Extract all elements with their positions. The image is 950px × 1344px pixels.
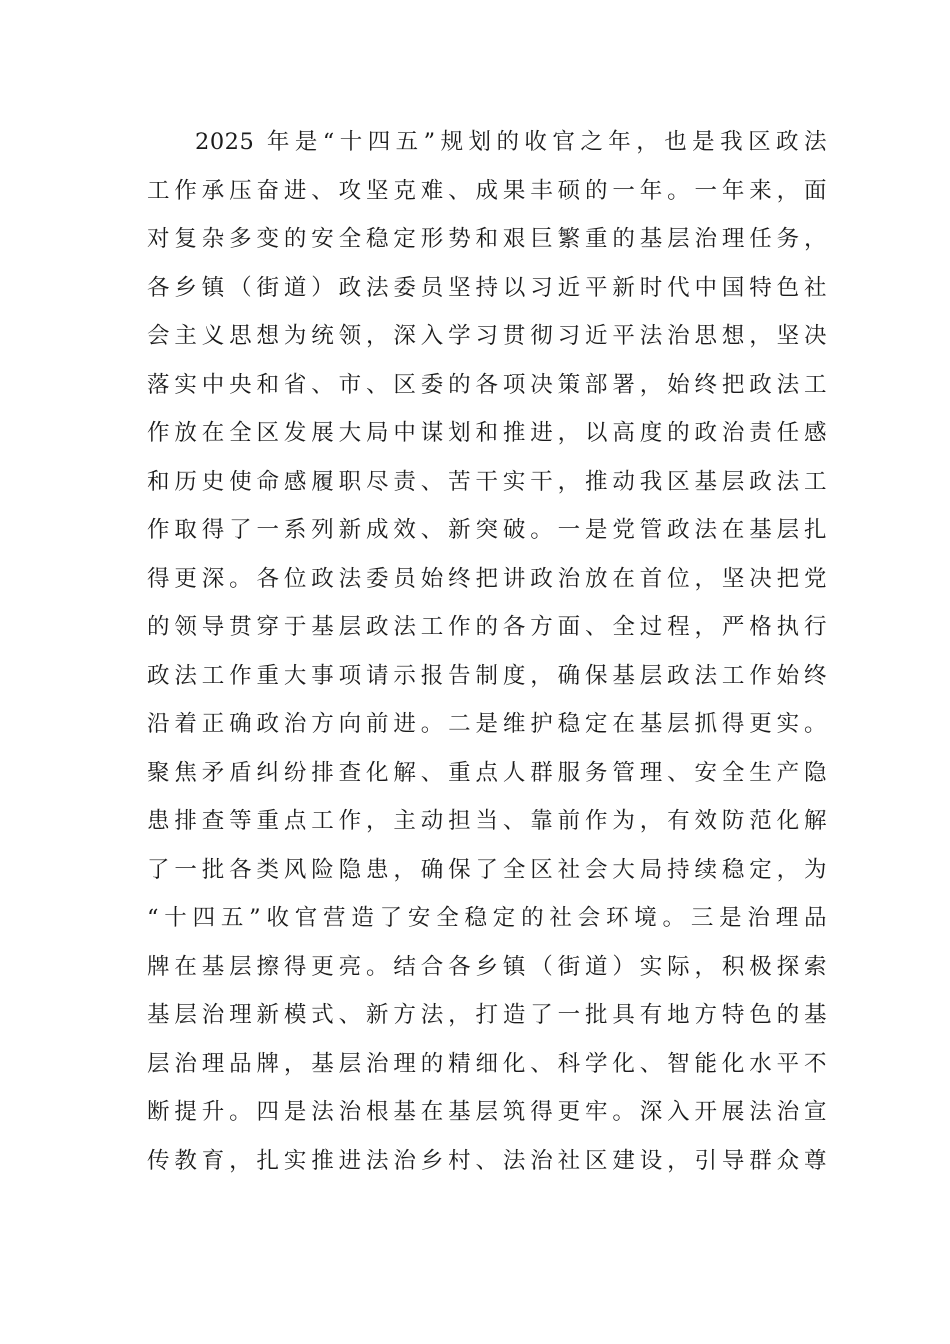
paragraph-line: 传教育，扎实推进法治乡村、法治社区建设，引导群众尊 [147, 1147, 827, 1174]
paragraph-line: 的领导贯穿于基层政法工作的各方面、全过程，严格执行 [147, 614, 827, 640]
paragraph-line: 层治理品牌，基层治理的精细化、科学化、智能化水平不 [147, 1050, 827, 1077]
paragraph-line: 政法工作重大事项请示报告制度，确保基层政法工作始终 [147, 662, 827, 689]
paragraph-line: “十四五”收官营造了安全稳定的社会环境。三是治理品 [147, 905, 827, 931]
paragraph-line: 和历史使命感履职尽责、苦干实干，推动我区基层政法工 [147, 468, 827, 495]
paragraph-line: 沿着正确政治方向前进。二是维护稳定在基层抓得更实。 [147, 711, 827, 737]
paragraph-line: 落实中央和省、市、区委的各项决策部署，始终把政法工 [147, 371, 827, 398]
paragraph-line: 患排查等重点工作，主动担当、靠前作为，有效防范化解 [147, 808, 827, 834]
paragraph-line: 断提升。四是法治根基在基层筑得更牢。深入开展法治宣 [147, 1099, 827, 1125]
paragraph-line: 对复杂多变的安全稳定形势和艰巨繁重的基层治理任务， [147, 226, 827, 252]
paragraph-line: 会主义思想为统领，深入学习贯彻习近平法治思想，坚决 [147, 323, 827, 349]
paragraph-line: 得更深。各位政法委员始终把讲政治放在首位，坚决把党 [147, 565, 827, 592]
paragraph-line: 2025 年是“十四五”规划的收官之年，也是我区政法 [195, 129, 827, 155]
paragraph-line: 作放在全区发展大局中谋划和推进，以高度的政治责任感 [147, 420, 827, 446]
body-paragraph [147, 118, 827, 1185]
paragraph-line: 牌在基层擦得更亮。结合各乡镇（街道）实际，积极探索 [147, 953, 827, 980]
paragraph-line: 工作承压奋进、攻坚克难、成果丰硕的一年。一年来，面 [147, 177, 827, 204]
paragraph-line: 了一批各类风险隐患，确保了全区社会大局持续稳定，为 [147, 856, 827, 883]
paragraph-line: 聚焦矛盾纠纷排查化解、重点人群服务管理、安全生产隐 [147, 759, 827, 786]
paragraph-line: 作取得了一系列新成效、新突破。一是党管政法在基层扎 [147, 517, 827, 543]
paragraph-line: 各乡镇（街道）政法委员坚持以习近平新时代中国特色社 [147, 274, 827, 301]
paragraph-line: 基层治理新模式、新方法，打造了一批具有地方特色的基 [147, 1002, 827, 1028]
